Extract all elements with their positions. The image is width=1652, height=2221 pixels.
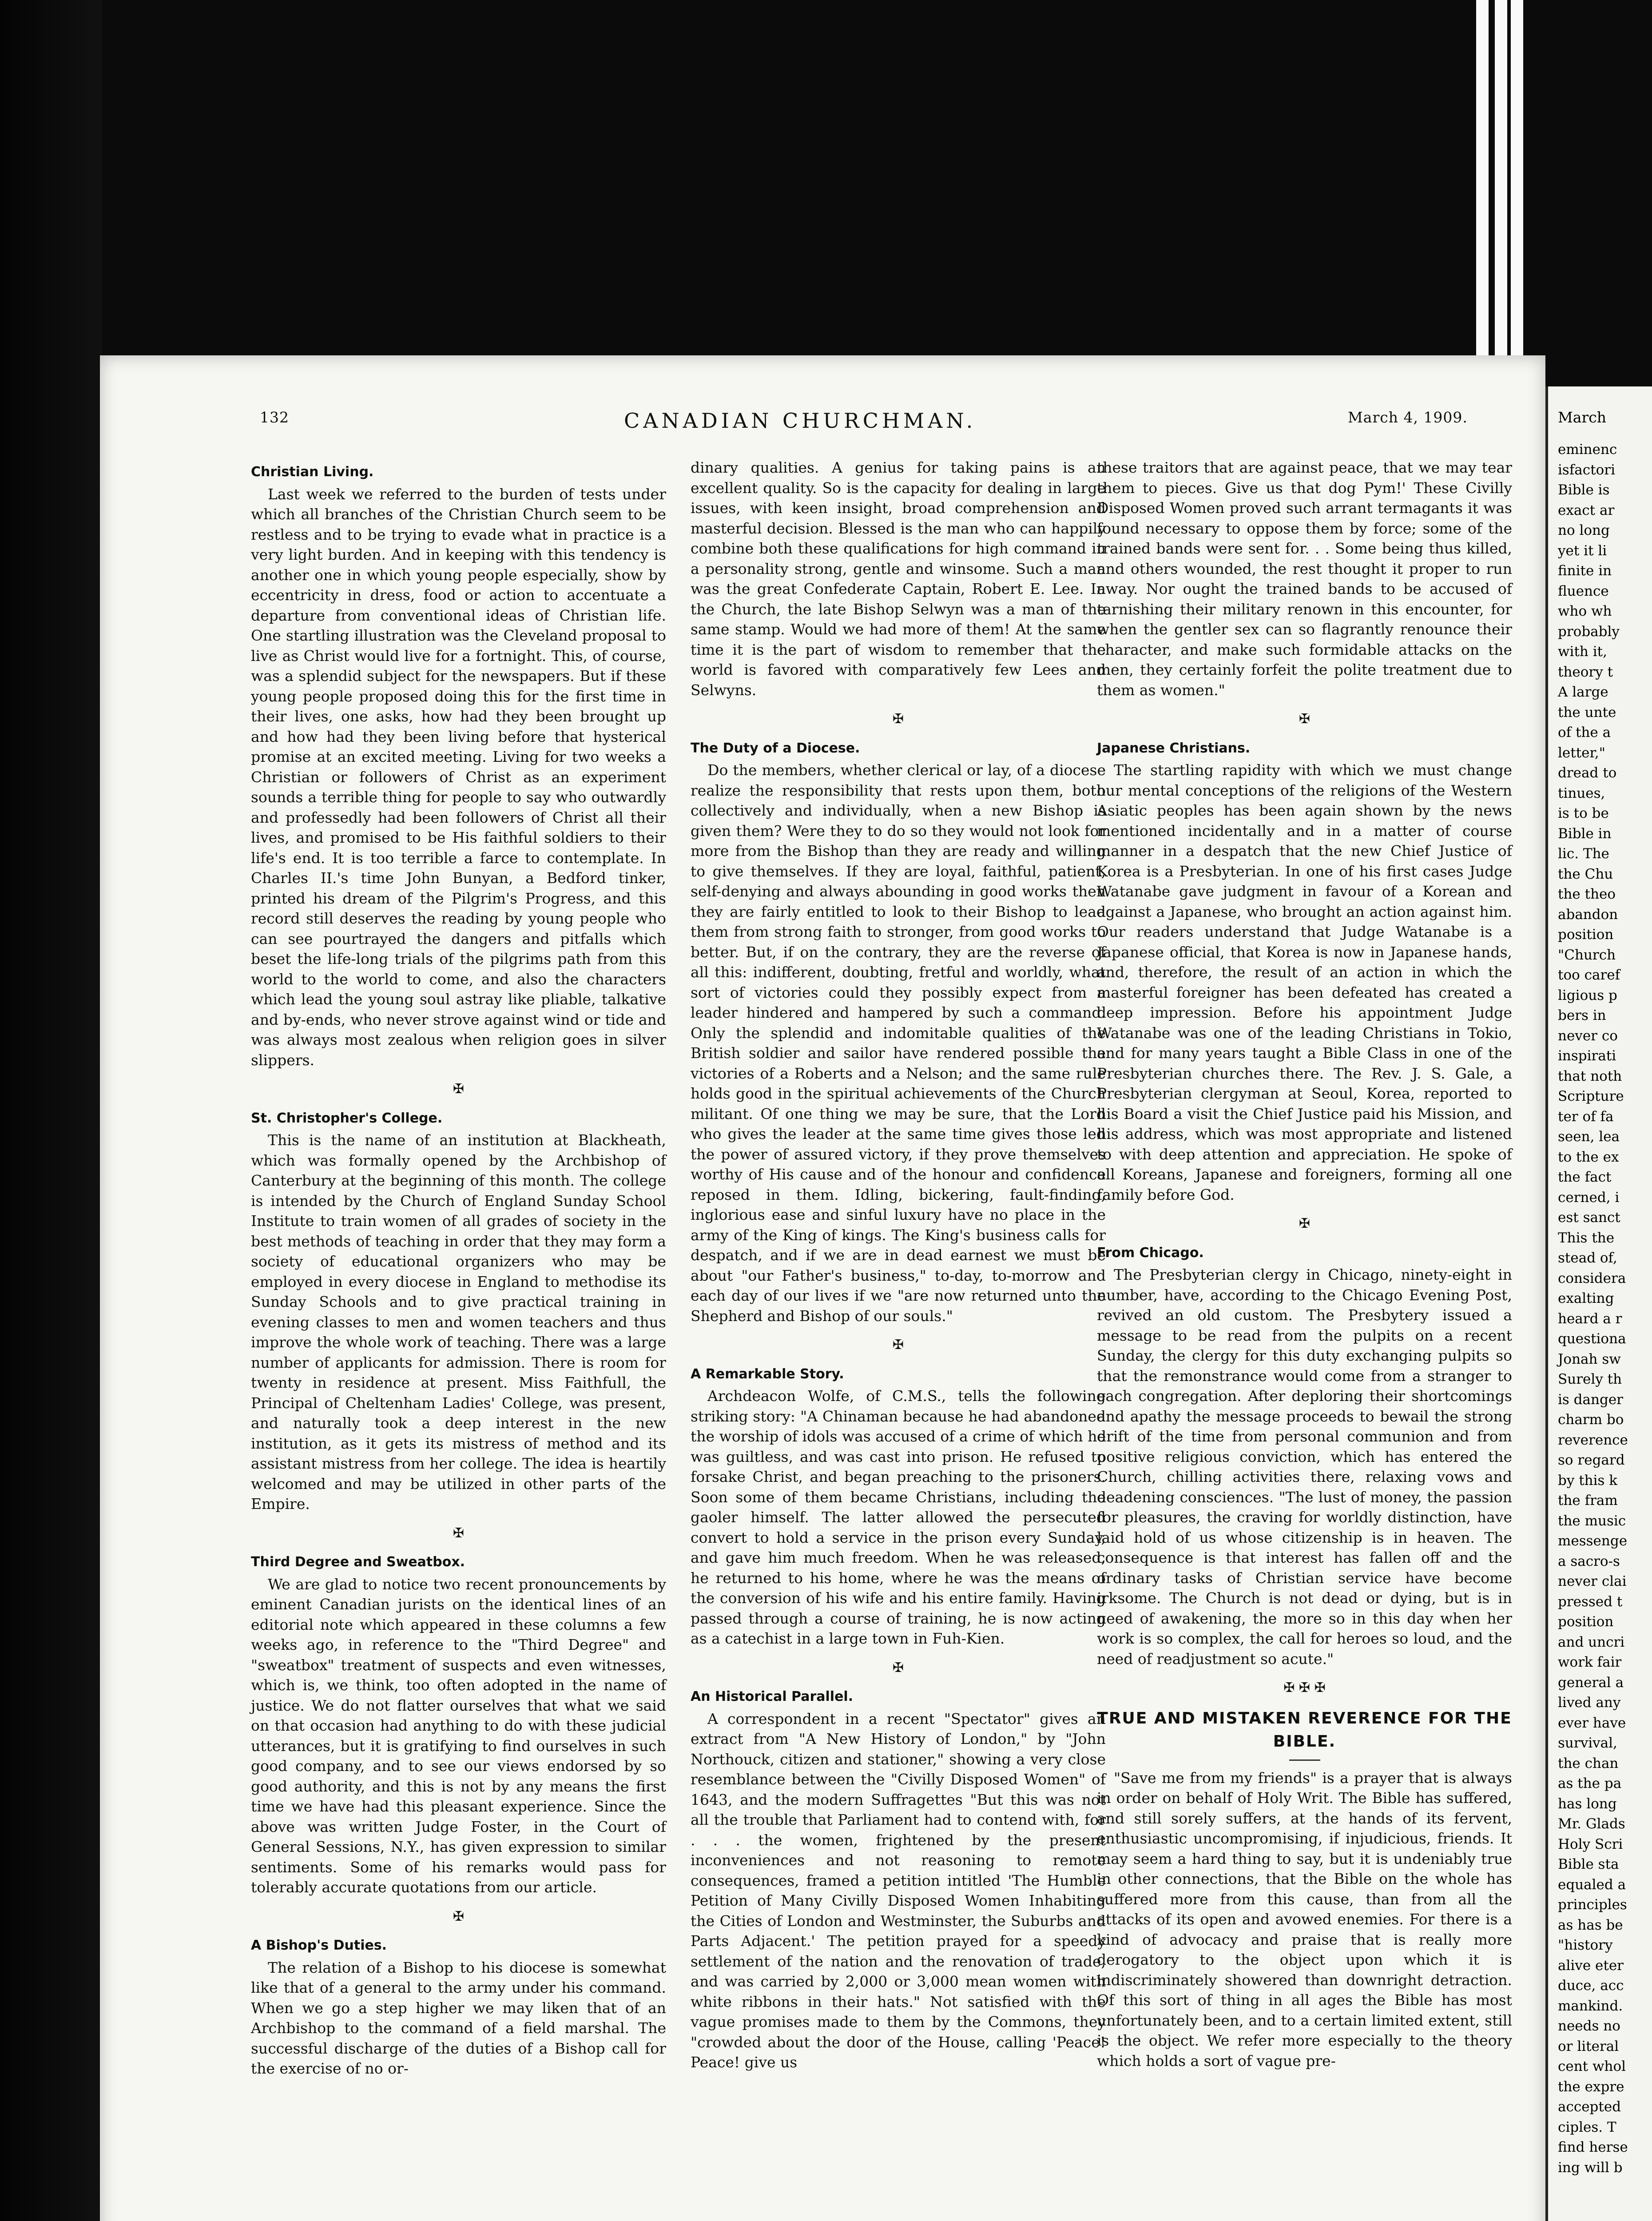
adjacent-page-line: ever have: [1558, 1715, 1626, 1731]
adjacent-page-line: accepted: [1558, 2099, 1621, 2115]
adjacent-page-line: with it,: [1558, 644, 1607, 660]
adjacent-page-line: yet it li: [1558, 542, 1607, 559]
article-heading: The Duty of a Diocese.: [691, 740, 860, 756]
adjacent-page-line: fluence: [1558, 583, 1609, 599]
adjacent-page-line: general a: [1558, 1674, 1624, 1691]
section-ornament: ✠: [892, 1337, 904, 1353]
article-paragraph: these traitors that are against peace, that we may tear them to pieces. Give us that dog Pym!' These Civilly Disposed Women proved such arrant termagants it was found necessary to oppose them by force; some of the trained bands were sent for. . . Some being thus killed, and others wounded, the rest thought it proper to run away. Nor ought the trained bands to be accused of tarnishing their military renown in this encounter, for when the gentler sex can so flagrantly renounce their character, and make such formidable attacks on the men, they certainly forfeit the polite treatment due to them as women.": [1097, 459, 1512, 699]
article-paragraph: Last week we referred to the burden of tests under which all branches of the Christian Church seem to be restless and to be trying to evade what in practice is a very light burden. And in keeping with this tendency is another one in which young people especially, show by eccentricity in dress, food or action to accentuate a departure from conventional ideas of Christian life. One startling illustration was the Cleveland proposal to live as Christ would live for a fortnight. This, of course, was a splendid subject for the newspapers. But if these young people proposed doing this for the first time in their lives, one asks, how had they been brought up and how had they been living before that hysterical promise at an excited meeting. Living for two weeks a Christian or followers of Christ as an experiment sounds a terrible thing for people to say who outwardly and professedly had been followers of Christ all their lives, and promised to be His faithful soldiers to their life's end. It is too terrible a farce to contemplate. In Charles II.'s time John Bunyan, a Bedford tinker, printed his dream of the Pilgrim's Progress, and this record still deserves the reading by young people who can see pourtrayed the dangers and pitfalls which beset the life-long trials of the pilgrims path from this world to the world to come, and also the characters which lead the young soul astray like pliable, talkative and by-ends, who never strove against wind or tide and was always most zealous when religion goes in silver slippers.: [251, 485, 666, 1069]
adjacent-page-line: dread to: [1558, 765, 1617, 781]
page-number: 132: [260, 409, 289, 426]
adjacent-page-line: Surely th: [1558, 1371, 1622, 1387]
adjacent-page-line: alive eter: [1558, 1957, 1624, 1974]
adjacent-page-line: has long: [1558, 1795, 1617, 1812]
adjacent-page-line: never co: [1558, 1027, 1618, 1044]
article-paragraph: The relation of a Bishop to his diocese is somewhat like that of a general to the army under his command. When we go a step higher we may liken that of an Archbishop to the command of a field marshal. The successful discharge of the duties of a Bishop call for the exercise of no or-: [251, 1958, 666, 2077]
section-ornament: ✠: [892, 1660, 904, 1676]
adjacent-page-line: considera: [1558, 1270, 1626, 1286]
article-paragraph: Do the members, whether clerical or lay, of a diocese realize the responsibility that rests upon them, both collectively and individually, when a new Bishop is given them? Were they to do so they would not look for more from the Bishop than they are ready and willing to give themselves. If they are loyal, faithful, patient, self-denying and always abounding in good works then they are fairly entitled to look to their Bishop to lead them from strong faith to stronger, from good works to better. But, if on the contrary, they are the reverse of all this: indifferent, doubting, fretful and worldly, what sort of victories could they possibly expect from a leader hindered and hampered by such a command. Only the splendid and indomitable qualities of the British soldier and sailor have rendered possible the victories of a Roberts and a Nelson; and the same rule holds good in the spiritual achievements of the Church militant. Of one thing we may be sure, that the Lord who gives the leader at the same time gives those led the power of assured victory, if they prove themselves worthy of His cause and of the honour and confidence reposed in them. Idling, bickering, fault-finding, inglorious ease and sinful luxury have no place in the army of the King of kings. The King's business calls for despatch, and if we are in dead earnest we must be about "our Father's business," to-day, to-morrow and each day of our lives if we "are now returned unto the Shepherd and Bishop of our souls.": [691, 761, 1106, 1325]
adjacent-page-line: probably: [1558, 623, 1620, 640]
adjacent-page-line: the fact: [1558, 1169, 1612, 1185]
newspaper-page: [100, 355, 1545, 2221]
adjacent-page-line: finite in: [1558, 563, 1612, 579]
adjacent-page-line: ter of fa: [1558, 1108, 1614, 1125]
adjacent-page-line: principles: [1558, 1897, 1627, 1913]
adjacent-page-line: tinues,: [1558, 785, 1605, 801]
adjacent-page-line: the expre: [1558, 2078, 1624, 2095]
adjacent-page-line: lic. The: [1558, 846, 1609, 862]
article-heading: St. Christopher's College.: [251, 1110, 443, 1126]
adjacent-page-line: Bible in: [1558, 825, 1612, 842]
adjacent-page-line: ligious p: [1558, 987, 1617, 1003]
running-head: [100, 409, 1545, 435]
adjacent-page-line: eminenc: [1558, 442, 1617, 458]
article-paragraph: We are glad to notice two recent pronouncements by eminent Canadian jurists on the identical lines of an editorial note which appeared in these columns a few weeks ago, in reference to the "Third Degree" and "sweatbox" treatment of suspects and even witnesses, which is, we think, too often adopted in the name of justice. We do not flatter ourselves that what we said on that occasion had anything to do with these judicial utterances, but it is gratifying to find ourselves in such good company, and to see our views endorsed by so good authority, and this is not by any means the first time we have had this pleasant experience. Since the above was written Judge Foster, in the Court of General Sessions, N.Y., has given expression to similar sentiments. Some of his remarks would pass for tolerably accurate quotations from our article.: [251, 1575, 666, 1896]
adjacent-page-line: is danger: [1558, 1391, 1623, 1408]
left-margin-shadow: [0, 0, 102, 2221]
adjacent-page-line: the chan: [1558, 1755, 1619, 1771]
adjacent-page-line: work fair: [1558, 1654, 1622, 1670]
section-ornament: ✠: [1299, 1216, 1310, 1231]
adjacent-page-line: duce, acc: [1558, 1978, 1624, 1994]
adjacent-page-line: mankind.: [1558, 1998, 1623, 2014]
adjacent-page-line: theory t: [1558, 664, 1613, 680]
text-column-2: [691, 458, 1106, 2073]
section-ornament: ✠: [1299, 711, 1310, 727]
adjacent-page-line: "Church: [1558, 947, 1616, 963]
adjacent-page-line: of the a: [1558, 724, 1611, 740]
adjacent-page-line: who wh: [1558, 603, 1612, 619]
adjacent-page-line: letter,": [1558, 744, 1606, 761]
adjacent-page-line: the unte: [1558, 704, 1616, 720]
article-paragraph: Archdeacon Wolfe, of C.M.S., tells the following striking story: "A Chinaman because he had abandoned the worship of idols was accused of a crime of which he was guiltless, and was cast into prison. He refused to forsake Christ, and began preaching to the prisoners. Soon some of them became Christians, including the gaoler himself. The latter allowed the persecuted convert to hold a service in the prison every Sunday, and gave him much freedom. When he was released, he returned to his home, where he was the means of the conversion of his wife and his entire family. Having passed through a course of training, he is now acting as a catechist in a large town in Fuh-Kien.: [691, 1387, 1106, 1647]
section-ornament: ✠: [892, 711, 904, 727]
adjacent-page-line: seen, lea: [1558, 1129, 1620, 1145]
adjacent-page-line: reverence: [1558, 1432, 1628, 1448]
adjacent-page-line: that noth: [1558, 1068, 1622, 1084]
adjacent-page-line: pressed t: [1558, 1593, 1623, 1610]
text-column-1: [251, 458, 666, 2079]
adjacent-page-line: or literal: [1558, 2038, 1619, 2054]
section-ornament: ✠: [453, 1908, 465, 1924]
adjacent-page-line: as has be: [1558, 1917, 1623, 1933]
adjacent-page-line: stead of,: [1558, 1250, 1617, 1266]
adjacent-page-line: find herse: [1558, 2139, 1628, 2155]
article-paragraph: "Save me from my friends" is a prayer that is always in order on behalf of Holy Writ. The Bible has suffered, and still sorely suffers, at the hands of its fervent, enthusiastic uncompromising, if injudicious, friends. It may seem a hard thing to say, but it is undeniably true in other connections, that the Bible on the whole has suffered more from this cause, than from all the attacks of its open and avowed enemies. For there is a kind of advocacy and praise that is really more derogatory to the object upon which it is indiscriminately showered than downright detraction. Of this sort of thing in all ages the Bible has most unfortunately been, and to a certain limited extent, still is the object. We refer more especially to the theory which holds a sort of vague pre-: [1097, 1769, 1512, 2070]
adjacent-page-line: equaled a: [1558, 1876, 1626, 1893]
adjacent-page-line: lived any: [1558, 1695, 1621, 1711]
adjacent-page-line: to the ex: [1558, 1149, 1619, 1165]
adjacent-page-line: as the pa: [1558, 1775, 1622, 1791]
adjacent-page-line: This the: [1558, 1230, 1615, 1246]
section-ornament: ✠ ✠ ✠: [1283, 1680, 1326, 1696]
adjacent-page-line: inspirati: [1558, 1048, 1616, 1064]
adjacent-page-line: charm bo: [1558, 1412, 1624, 1428]
adjacent-page-line: Bible sta: [1558, 1856, 1619, 1872]
adjacent-page-line: exalting: [1558, 1290, 1614, 1306]
adjacent-page-line: cerned, i: [1558, 1189, 1620, 1206]
section-ornament: ✠: [453, 1525, 465, 1541]
adjacent-page-line: the theo: [1558, 886, 1616, 902]
adjacent-page-line: ing will b: [1558, 2159, 1623, 2176]
adjacent-page-line: bers in: [1558, 1007, 1606, 1023]
article-heading: From Chicago.: [1097, 1245, 1204, 1261]
issue-date: March 4, 1909.: [1348, 409, 1468, 426]
adjacent-page-line: est sanct: [1558, 1210, 1620, 1226]
adjacent-page-line: survival,: [1558, 1735, 1617, 1751]
adjacent-page-line: and uncri: [1558, 1634, 1625, 1650]
adjacent-page-line: "history: [1558, 1937, 1613, 1953]
adjacent-page-line: is to be: [1558, 805, 1609, 821]
adjacent-page-line: Scripture: [1558, 1088, 1624, 1104]
adjacent-page-line: exact ar: [1558, 502, 1615, 518]
adjacent-page-line: Jonah sw: [1558, 1351, 1621, 1367]
adjacent-page-line: isfactori: [1558, 462, 1615, 478]
adjacent-page-running-head: March: [1558, 409, 1606, 426]
article-paragraph: The startling rapidity with which we must change our mental conceptions of the religions of the Western Asiatic peoples has been again shown by the news mentioned incidentally and in a matter of course manner in a despatch that the new Chief Justice of Korea is a Presbyterian. In one of his first cases Judge Watanabe gave judgment in favour of a Korean and against a Japanese, who brought an action against him. Our readers understand that Judge Watanabe is a Japanese official, that Korea is now in Japanese hands, and, therefore, the result of an action in which the masterful foreigner has been defeated has created a deep impression. Before his appointment Judge Watanabe was one of the leading Christians in Tokio, and for many years taught a Bible Class in one of the Presbyterian churches there. The Rev. J. S. Gale, a Presbyterian clergyman at Seoul, Korea, reported to his Board a visit the Chief Justice paid his Mission, and his address, which was most appropriate and listened to with deep attention and appreciation. He spoke of all Koreans, Japanese and foreigners, forming all one family before God.: [1097, 761, 1512, 1203]
adjacent-page-text: [1548, 440, 1628, 2178]
article-paragraph: A correspondent in a recent "Spectator" gives an extract from "A New History of London," by "John Northouck, citizen and stationer," showing a very close resemblance between the "Civilly Disposed Women" of 1643, and the modern Suffragettes "But this was not all the trouble that Parliament had to contend with, for . . . the women, frightened by the present inconveniences and not reasoning to remote consequences, framed a petition intitled 'The Humble Petition of Many Civilly Disposed Women Inhabiting the Cities of London and Westminster, the Suburbs and Parts Adjacent.' The petition prayed for a speedy settlement of the nation and the renovation of trade, and was carried by 2,000 or 3,000 mean women with white ribbons in their hats." Not satisfied with the vague promises made to them by the Commons, they "crowded about the door of the House, calling 'Peace! Peace! give us: [691, 1710, 1106, 2071]
adjacent-page-line: position: [1558, 927, 1614, 943]
adjacent-page-line: position: [1558, 1614, 1614, 1630]
adjacent-page-line: the Chu: [1558, 866, 1613, 882]
adjacent-page-line: the fram: [1558, 1493, 1618, 1509]
adjacent-page-line: cent whol: [1558, 2058, 1626, 2074]
article-heading: Japanese Christians.: [1097, 740, 1251, 756]
adjacent-page-line: needs no: [1558, 2018, 1620, 2034]
adjacent-page-line: never clai: [1558, 1573, 1627, 1589]
article-heading: A Remarkable Story.: [691, 1366, 844, 1382]
text-column-3: [1097, 458, 1512, 2071]
adjacent-page-line: A large: [1558, 684, 1608, 700]
article-heading: A Bishop's Duties.: [251, 1938, 387, 1953]
adjacent-page-line: Holy Scri: [1558, 1836, 1623, 1852]
adjacent-page-line: a sacro-s: [1558, 1553, 1620, 1569]
journal-title: CANADIAN CHURCHMAN.: [624, 409, 977, 433]
feature-article-title: TRUE AND MISTAKEN REVERENCE FOR THE BIBLE.: [1097, 1709, 1512, 1751]
adjacent-page-line: Mr. Glads: [1558, 1816, 1625, 1832]
article-paragraph: dinary qualities. A genius for taking pains is an excellent quality. So is the capacity for dealing in large issues, with keen insight, broad comprehension and masterful decision. Blessed is the man who can happily combine both these qualifications for high command in a personality strong, gentle and winsome. Such a man was the great Confederate Captain, Robert E. Lee. In the Church, the late Bishop Selwyn was a man of the same stamp. Would we had more of them! At the same time it is the part of wisdom to remember that the world is favored with comparatively few Lees and Selwyns.: [691, 459, 1106, 699]
article-heading: An Historical Parallel.: [691, 1689, 854, 1704]
article-heading: Christian Living.: [251, 464, 374, 480]
adjacent-page-line: ciples. T: [1558, 2119, 1616, 2135]
adjacent-page-line: messenge: [1558, 1533, 1628, 1549]
article-heading: Third Degree and Sweatbox.: [251, 1554, 465, 1570]
article-paragraph: This is the name of an institution at Blackheath, which was formally opened by the Archbishop of Canterbury at the beginning of this month. The college is intended by the Church of England Sunday School Institute to train women of all grades of society in the best methods of teaching in order that they may form a society of educational organizers who may be employed in every diocese in England to methodise its Sunday Schools and to give practical training in evening classes to men and women teachers and thus improve the whole work of teaching. There was a large number of applicants for admission. There is room for twenty in residence at present. Miss Faithfull, the Principal of Cheltenham Ladies' College, was present, and naturally took a deep interest in the new institution, as it gets its mistress of method and its assistant mistress from her college. The idea is heartily welcomed and may be utilized in other parts of the Empire.: [251, 1131, 666, 1513]
adjacent-page-line: abandon: [1558, 906, 1618, 923]
title-rule: [1289, 1759, 1320, 1761]
adjacent-page-fragment: [1545, 386, 1652, 2221]
adjacent-page-line: the music: [1558, 1513, 1626, 1529]
adjacent-page-line: no long: [1558, 522, 1610, 538]
adjacent-page-line: so regard: [1558, 1452, 1625, 1468]
adjacent-page-line: questiona: [1558, 1331, 1626, 1347]
article-paragraph: The Presbyterian clergy in Chicago, ninety-eight in number, have, according to the Chicago Evening Post, revived an old custom. The Presbytery issued a message to be read from the pulpits on a recent Sunday, the clergy for this duty exchanging pulpits so that the remonstrance would come from a stranger to each congregation. After deploring their shortcomings and apathy the message proceeds to bewail the strong drift of the time from personal communion and from positive religious conviction, which has entered the Church, chilling activities there, relaxing vows and deadening consciences. "The lust of money, the passion for pleasures, the craving for worldly distinction, have laid hold of us whose citizenship is in heaven. The consequence is that interest has fallen off and the ordinary tasks of Christian service have become irksome. The Church is not dead or dying, but is in need of awakening, the more so in this day when her work is so complex, the call for heroes so loud, and the need of readjustment so acute.": [1097, 1266, 1512, 1668]
adjacent-page-line: too caref: [1558, 967, 1620, 983]
section-ornament: ✠: [453, 1081, 465, 1097]
adjacent-page-line: by this k: [1558, 1472, 1618, 1489]
adjacent-page-line: heard a r: [1558, 1310, 1622, 1327]
adjacent-page-line: Bible is: [1558, 482, 1610, 498]
